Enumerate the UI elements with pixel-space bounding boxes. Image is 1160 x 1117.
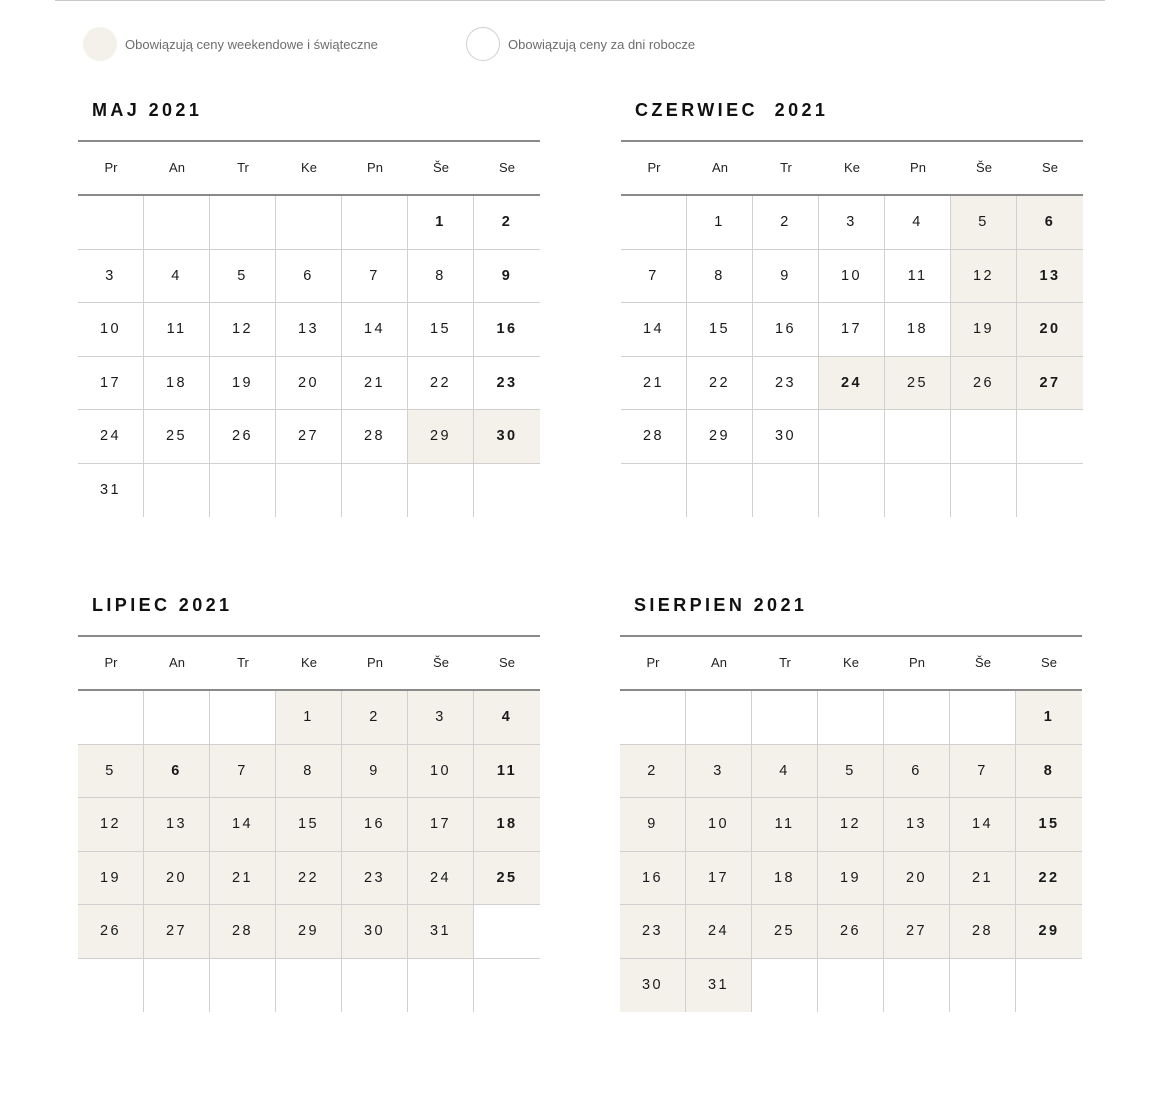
calendar-day: 5 <box>78 745 144 799</box>
month-title: MAJ 2021 <box>92 100 203 120</box>
calendar-day: 1 <box>1016 691 1082 745</box>
calendar-day: 31 <box>78 464 144 518</box>
weekday-header <box>620 635 1082 691</box>
calendar-day: 24 <box>78 410 144 464</box>
calendar-empty-cell <box>620 691 686 745</box>
calendar-day: 20 <box>884 852 950 906</box>
calendar-month-may <box>78 80 540 517</box>
calendar-day: 24 <box>686 905 752 959</box>
calendar-empty-cell <box>474 959 540 1013</box>
weekday-label: Pn <box>367 655 383 670</box>
calendar-empty-cell <box>1017 464 1083 518</box>
calendar-day: 6 <box>276 250 342 304</box>
calendar-day: 23 <box>342 852 408 906</box>
calendar-day: 11 <box>752 798 818 852</box>
calendar-day: 13 <box>276 303 342 357</box>
calendar-empty-cell <box>408 464 474 518</box>
calendar-day: 31 <box>686 959 752 1013</box>
calendar-empty-cell <box>342 196 408 250</box>
calendar-day: 2 <box>342 691 408 745</box>
calendar-day: 16 <box>753 303 819 357</box>
weekday-label: Tr <box>237 655 249 670</box>
calendar-day: 12 <box>951 250 1017 304</box>
calendar-day: 3 <box>686 745 752 799</box>
calendar-day: 12 <box>210 303 276 357</box>
weekday-label: Tr <box>237 160 249 175</box>
calendar-empty-cell <box>144 959 210 1013</box>
weekday-label: Pr <box>104 160 118 175</box>
calendar-day: 30 <box>620 959 686 1013</box>
calendar-day: 14 <box>950 798 1016 852</box>
legend-workday <box>466 26 695 62</box>
calendar-day: 27 <box>276 410 342 464</box>
calendar-month-july <box>78 575 540 1012</box>
calendar-day: 10 <box>78 303 144 357</box>
calendar-day: 31 <box>408 905 474 959</box>
calendar-day: 18 <box>474 798 540 852</box>
calendar-day: 7 <box>950 745 1016 799</box>
workday-price-swatch-icon <box>466 27 500 61</box>
weekday-label: Se <box>499 160 515 175</box>
calendar-day: 8 <box>408 250 474 304</box>
weekday-label: Ke <box>301 160 317 175</box>
calendar-empty-cell <box>276 464 342 518</box>
calendar-day: 16 <box>474 303 540 357</box>
calendar-day: 29 <box>276 905 342 959</box>
calendar-day: 13 <box>144 798 210 852</box>
calendar-day: 18 <box>144 357 210 411</box>
calendar-day: 29 <box>1016 905 1082 959</box>
calendar-month-june <box>621 80 1083 517</box>
calendar-day: 11 <box>144 303 210 357</box>
calendar-day: 5 <box>951 196 1017 250</box>
calendar-empty-cell <box>1016 959 1082 1013</box>
calendar-day: 30 <box>342 905 408 959</box>
calendar-day: 9 <box>474 250 540 304</box>
calendar-day: 6 <box>1017 196 1083 250</box>
calendar-empty-cell <box>342 464 408 518</box>
calendar-empty-cell <box>78 959 144 1013</box>
calendar-day: 15 <box>276 798 342 852</box>
weekday-label: Še <box>433 655 449 670</box>
calendar-empty-cell <box>884 691 950 745</box>
weekday-label: Tr <box>779 655 791 670</box>
calendar-day: 5 <box>818 745 884 799</box>
calendar-day: 19 <box>951 303 1017 357</box>
calendar-empty-cell <box>950 691 1016 745</box>
top-divider <box>55 0 1105 1</box>
calendar-day: 10 <box>686 798 752 852</box>
calendar-day: 17 <box>686 852 752 906</box>
calendar-empty-cell <box>144 464 210 518</box>
calendar-day: 30 <box>474 410 540 464</box>
weekday-label: An <box>169 160 185 175</box>
calendar-day: 23 <box>753 357 819 411</box>
calendar-day: 26 <box>951 357 1017 411</box>
calendar-empty-cell <box>885 410 951 464</box>
calendar-empty-cell <box>78 196 144 250</box>
calendar-day: 17 <box>78 357 144 411</box>
calendar-day: 2 <box>620 745 686 799</box>
calendar-day: 25 <box>885 357 951 411</box>
weekday-label: Ke <box>301 655 317 670</box>
calendar-day: 25 <box>144 410 210 464</box>
calendar-day: 11 <box>474 745 540 799</box>
calendar-day: 21 <box>621 357 687 411</box>
calendar-day: 8 <box>1016 745 1082 799</box>
calendar-day: 20 <box>276 357 342 411</box>
calendar-empty-cell <box>951 410 1017 464</box>
calendar-day: 14 <box>342 303 408 357</box>
calendar-empty-cell <box>819 464 885 518</box>
calendar-day: 4 <box>474 691 540 745</box>
day-grid <box>78 691 540 1012</box>
calendar-day: 29 <box>687 410 753 464</box>
calendar-day: 13 <box>1017 250 1083 304</box>
weekday-header <box>621 140 1083 196</box>
calendar-day: 22 <box>408 357 474 411</box>
calendar-day: 2 <box>753 196 819 250</box>
calendar-day: 20 <box>1017 303 1083 357</box>
month-title: CZERWIEC 2021 <box>635 100 829 120</box>
weekday-label: Pn <box>909 655 925 670</box>
calendar-empty-cell <box>885 464 951 518</box>
calendar-day: 11 <box>885 250 951 304</box>
calendar-day: 13 <box>884 798 950 852</box>
weekday-label: Ke <box>843 655 859 670</box>
legend-weekend <box>83 26 378 62</box>
calendar-empty-cell <box>621 464 687 518</box>
calendar-day: 29 <box>408 410 474 464</box>
calendar-day: 22 <box>687 357 753 411</box>
calendar-day: 23 <box>620 905 686 959</box>
calendar-empty-cell <box>342 959 408 1013</box>
calendar-empty-cell <box>210 691 276 745</box>
legend-weekend-label: Obowiązują ceny weekendowe i świąteczne <box>125 36 378 52</box>
calendar-empty-cell <box>951 464 1017 518</box>
calendar-day: 17 <box>819 303 885 357</box>
calendar-day: 12 <box>78 798 144 852</box>
calendar-empty-cell <box>210 464 276 518</box>
weekday-label: Še <box>976 160 992 175</box>
weekday-label: Pn <box>910 160 926 175</box>
calendar-day: 9 <box>620 798 686 852</box>
calendar-day: 28 <box>621 410 687 464</box>
calendar-day: 26 <box>78 905 144 959</box>
calendar-day: 4 <box>144 250 210 304</box>
weekday-label: Se <box>499 655 515 670</box>
calendar-day: 22 <box>1016 852 1082 906</box>
calendar-empty-cell <box>144 691 210 745</box>
weekday-header <box>78 635 540 691</box>
calendar-day: 15 <box>687 303 753 357</box>
calendar-empty-cell <box>818 691 884 745</box>
calendar-day: 22 <box>276 852 342 906</box>
weekday-label: Se <box>1041 655 1057 670</box>
calendar-day: 26 <box>818 905 884 959</box>
calendar-day: 2 <box>474 196 540 250</box>
calendar-empty-cell <box>474 464 540 518</box>
day-grid <box>620 691 1082 1012</box>
day-grid <box>78 196 540 517</box>
calendar-day: 21 <box>950 852 1016 906</box>
calendar-day: 21 <box>210 852 276 906</box>
calendar-day: 4 <box>752 745 818 799</box>
calendar-empty-cell <box>78 691 144 745</box>
calendar-day: 15 <box>1016 798 1082 852</box>
calendar-day: 1 <box>687 196 753 250</box>
calendar-empty-cell <box>884 959 950 1013</box>
weekday-label: Pr <box>646 655 660 670</box>
calendar-day: 16 <box>342 798 408 852</box>
calendar-day: 25 <box>752 905 818 959</box>
month-title: LIPIEC 2021 <box>92 595 233 615</box>
calendar-day: 14 <box>621 303 687 357</box>
calendar-day: 28 <box>342 410 408 464</box>
legend-workday-label: Obowiązują ceny za dni robocze <box>508 36 696 52</box>
calendar-empty-cell <box>474 905 540 959</box>
calendar-day: 30 <box>753 410 819 464</box>
weekday-label: An <box>711 655 727 670</box>
calendar-day: 5 <box>210 250 276 304</box>
calendar-day: 25 <box>474 852 540 906</box>
calendar-day: 20 <box>144 852 210 906</box>
weekday-label: Še <box>433 160 449 175</box>
calendar-empty-cell <box>276 959 342 1013</box>
weekday-label: Pr <box>647 160 661 175</box>
calendar-day: 28 <box>210 905 276 959</box>
weekday-label: Pn <box>367 160 383 175</box>
calendar-empty-cell <box>752 959 818 1013</box>
calendar-day: 19 <box>818 852 884 906</box>
weekday-label: Tr <box>780 160 792 175</box>
calendar-empty-cell <box>687 464 753 518</box>
calendar-day: 9 <box>342 745 408 799</box>
calendar-day: 1 <box>276 691 342 745</box>
calendar-day: 1 <box>408 196 474 250</box>
calendar-empty-cell <box>950 959 1016 1013</box>
calendar-day: 8 <box>276 745 342 799</box>
weekday-label: Ke <box>844 160 860 175</box>
calendar-day: 18 <box>752 852 818 906</box>
calendar-day: 23 <box>474 357 540 411</box>
calendar-day: 19 <box>78 852 144 906</box>
calendar-day: 12 <box>818 798 884 852</box>
calendar-day: 6 <box>144 745 210 799</box>
calendar-empty-cell <box>408 959 474 1013</box>
calendar-day: 18 <box>885 303 951 357</box>
calendar-empty-cell <box>752 691 818 745</box>
calendar-day: 7 <box>210 745 276 799</box>
calendar-empty-cell <box>210 196 276 250</box>
calendar-day: 7 <box>621 250 687 304</box>
calendar-empty-cell <box>819 410 885 464</box>
calendar-day: 3 <box>78 250 144 304</box>
weekday-label: Pr <box>104 655 118 670</box>
weekday-label: An <box>712 160 728 175</box>
month-title: SIERPIEN 2021 <box>634 595 808 615</box>
calendar-empty-cell <box>621 196 687 250</box>
calendar-day: 3 <box>408 691 474 745</box>
calendar-day: 14 <box>210 798 276 852</box>
weekend-price-swatch-icon <box>83 27 117 61</box>
calendar-day: 24 <box>408 852 474 906</box>
calendar-month-august <box>620 575 1082 1012</box>
weekday-label: Se <box>1042 160 1058 175</box>
calendar-empty-cell <box>210 959 276 1013</box>
calendar-day: 9 <box>753 250 819 304</box>
calendar-day: 7 <box>342 250 408 304</box>
calendar-day: 26 <box>210 410 276 464</box>
weekday-header <box>78 140 540 196</box>
calendar-day: 16 <box>620 852 686 906</box>
calendar-day: 8 <box>687 250 753 304</box>
calendar-day: 15 <box>408 303 474 357</box>
calendar-day: 27 <box>1017 357 1083 411</box>
day-grid <box>621 196 1083 517</box>
calendar-day: 6 <box>884 745 950 799</box>
calendar-empty-cell <box>818 959 884 1013</box>
calendar-day: 27 <box>884 905 950 959</box>
calendar-day: 3 <box>819 196 885 250</box>
calendar-empty-cell <box>686 691 752 745</box>
calendar-day: 10 <box>408 745 474 799</box>
calendar-day: 27 <box>144 905 210 959</box>
calendar-day: 24 <box>819 357 885 411</box>
weekday-label: An <box>169 655 185 670</box>
calendar-day: 19 <box>210 357 276 411</box>
calendar-empty-cell <box>753 464 819 518</box>
calendar-day: 28 <box>950 905 1016 959</box>
calendar-day: 21 <box>342 357 408 411</box>
calendar-day: 17 <box>408 798 474 852</box>
calendar-empty-cell <box>1017 410 1083 464</box>
calendar-day: 4 <box>885 196 951 250</box>
calendar-empty-cell <box>144 196 210 250</box>
calendar-day: 10 <box>819 250 885 304</box>
calendar-empty-cell <box>276 196 342 250</box>
weekday-label: Še <box>975 655 991 670</box>
